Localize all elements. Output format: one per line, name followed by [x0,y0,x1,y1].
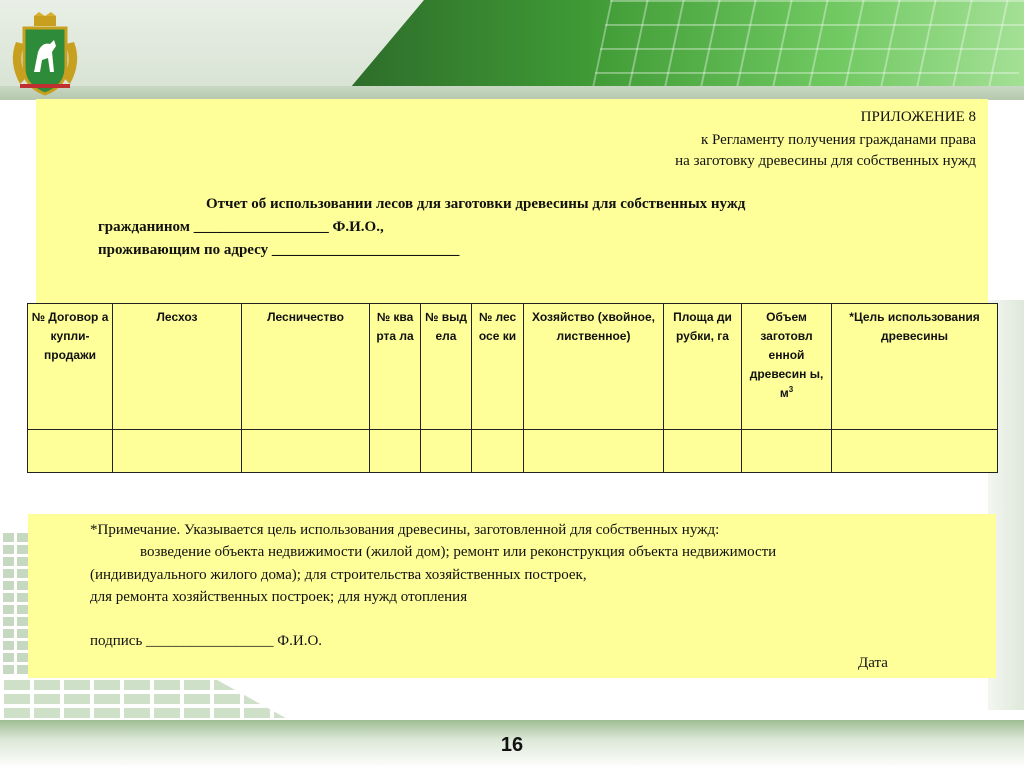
column-header-label: № ква рта ла [376,310,414,343]
table-cell [370,429,421,472]
column-header-label: Лесничество [267,310,344,324]
column-header-area [664,304,742,430]
signature-line: подпись _________________ Ф.И.О. [90,633,323,649]
column-header-quarter [370,304,421,430]
table-cell [742,429,832,472]
note-panel [28,514,996,678]
column-header-purpose [832,304,998,430]
table-cell [113,429,242,472]
column-header-allotment [421,304,472,430]
note-line-1: *Примечание. Указывается цель использования древесины, заготовленной для собственных нужд: [90,522,720,538]
note-line-4: для ремонта хозяйственных построек; для нужд отопления [90,589,468,605]
tomsk-coat-of-arms-icon [6,12,84,98]
top-banner [0,0,1024,100]
date-label: Дата [858,655,888,671]
citizen-line: гражданином __________________ Ф.И.О., [98,219,384,235]
column-header-cutting-area [472,304,524,430]
column-header-label: Объем заготовл енной древесин ы, м [749,310,824,400]
column-header-label: *Цель использования древесины [849,310,980,343]
column-header-label: № Договор а купли-продажи [31,310,109,362]
report-table [27,303,998,473]
bottom-grid-decoration [0,676,300,726]
report-title: Отчет об использовании лесов для заготовки древесины для собственных нужд [206,196,746,212]
banner-stripe [0,86,1024,100]
regulation-line-1: к Регламенту получения гражданами права [700,132,976,148]
column-header-contract [28,304,113,430]
address-line: проживающим по адресу _________________________ [98,242,460,258]
column-header-forest-district [242,304,370,430]
table-cell [242,429,370,472]
column-header-management-type [524,304,664,430]
table-cell [472,429,524,472]
note-line-3: (индивидуального жилого дома); для строительства хозяйственных построек, [90,567,587,583]
column-header-forestry-enterprise [113,304,242,430]
table-cell [421,429,472,472]
column-header-label: Хозяйство (хвойное, лиственное) [532,310,655,343]
appendix-title: ПРИЛОЖЕНИЕ 8 [860,109,976,125]
table-cell [832,429,998,472]
banner-grid-pattern [589,0,1024,100]
table-cell [664,429,742,472]
table-cell [524,429,664,472]
regulation-line-2: на заготовку древесины для собственных нужд [675,153,976,169]
header-panel [36,99,988,303]
table-cell [28,429,113,472]
column-header-label: № выд ела [425,310,467,343]
table-header-row [28,304,998,430]
column-header-volume [742,304,832,430]
table-row [28,429,998,472]
page-number: 16 [500,734,524,756]
volume-unit-superscript: 3 [788,385,794,394]
note-line-2: возведение объекта недвижимости (жилой дом); ремонт или реконструкция объекта недвижимости [140,544,777,560]
column-header-label: Лесхоз [156,310,198,324]
column-header-label: Площа ди рубки, га [673,310,732,343]
column-header-label: № лес осе ки [478,310,517,343]
